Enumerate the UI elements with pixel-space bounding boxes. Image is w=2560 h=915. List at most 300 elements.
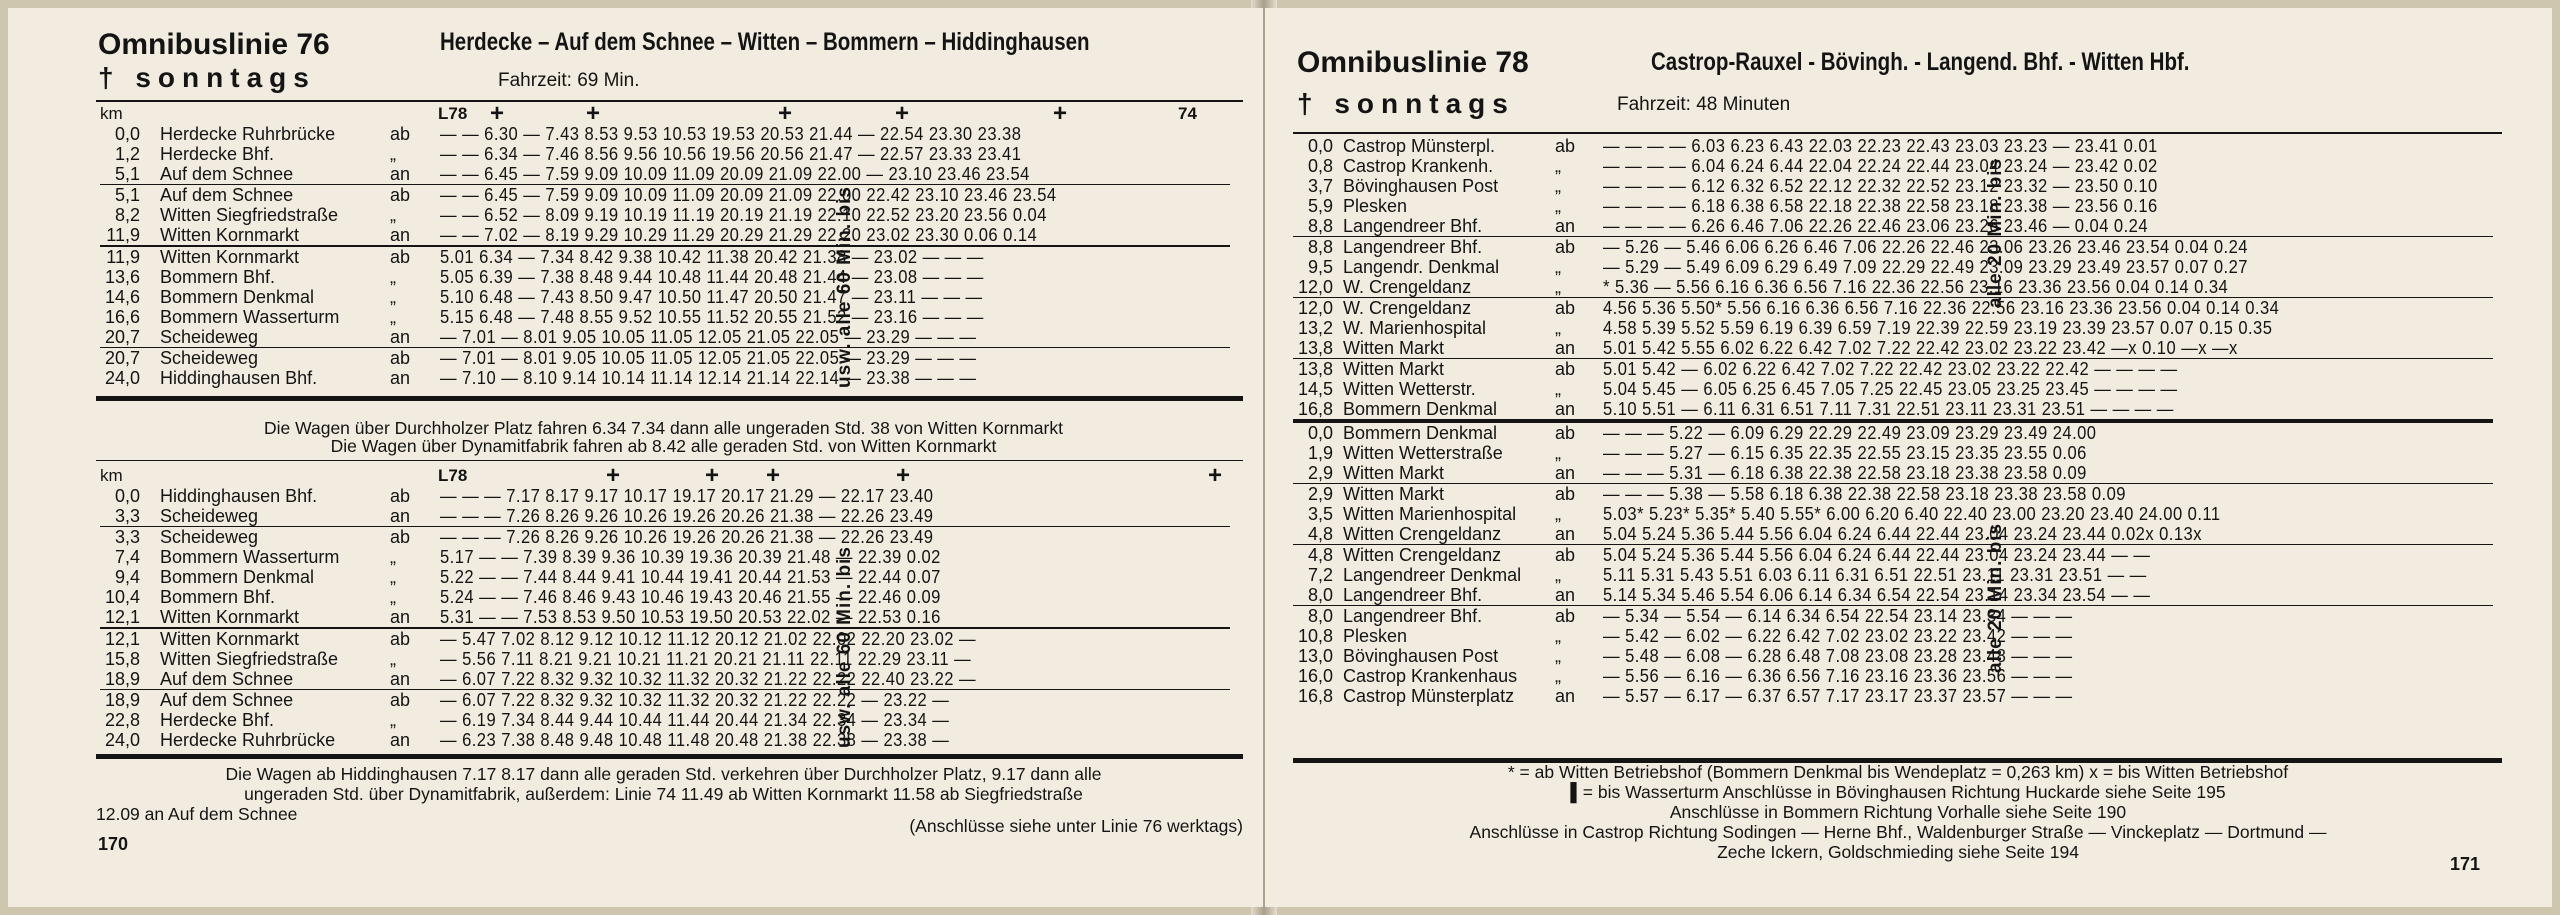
table-row <box>100 567 1230 587</box>
stop-cell: Witten Kornmarkt <box>160 247 300 267</box>
abfahrt-cell: ab <box>1555 423 1576 443</box>
km-cell: 11,9 <box>106 225 140 245</box>
table-row <box>100 245 1230 267</box>
left-route: Herdecke – Auf dem Schnee – Witten – Bommern – Hiddinghausen <box>440 28 1090 56</box>
times-cell: — 7.10 — 8.10 9.14 10.14 11.14 12.14 21.14 22.14 — 23.38 — — — <box>440 368 977 388</box>
stop-cell: Scheideweg <box>160 327 259 347</box>
times-cell: 5.05 6.39 — 7.38 8.48 9.44 10.48 11.44 20.48 21.44 — 23.08 — — — <box>440 267 984 287</box>
right-route: Castrop-Rauxel - Bövingh. - Langend. Bhf. - Witten Hbf. <box>1651 48 2190 76</box>
km-cell: 5,1 <box>114 164 140 184</box>
stop-cell: Castrop Münsterpl. <box>1343 136 1496 156</box>
times-cell: 5.17 — — 7.39 8.39 9.36 10.39 19.36 20.39 21.48 — 22.39 0.02 <box>440 547 941 567</box>
times-cell: 5.22 — — 7.44 8.44 9.41 10.44 19.41 20.44 21.53 — 22.44 0.07 <box>440 567 941 587</box>
stop-cell: Herdecke Bhf. <box>160 144 275 164</box>
legend-line: * = ab Witten Betriebshof (Bommern Denkmal bis Wendeplatz = 0,263 km) x = bis Witten Betriebshof <box>1507 762 2289 782</box>
abfahrt-cell: „ <box>1555 176 1561 196</box>
table-row <box>100 486 1230 506</box>
stop-cell: Witten Siegfriedstraße <box>160 649 339 669</box>
km-cell: 16,0 <box>1297 666 1333 686</box>
times-cell: — — — — 6.26 6.46 7.06 22.26 22.46 23.06 23.26 23.46 — 0.04 0.24 <box>1603 216 2149 236</box>
abfahrt-cell: „ <box>390 205 396 225</box>
table-row <box>100 547 1230 567</box>
times-cell: — 5.34 — 5.54 — 6.14 6.34 6.54 22.54 23.14 23.34 — — — <box>1603 606 2073 626</box>
stop-cell: Bommern Bhf. <box>160 587 276 607</box>
table-row <box>1293 399 2493 419</box>
km-cell: 10,8 <box>1297 626 1333 646</box>
table-row <box>100 267 1230 287</box>
plus-marker: + <box>1208 462 1223 489</box>
table-row <box>1293 443 2493 463</box>
abfahrt-cell: ab <box>1555 136 1576 156</box>
abfahrt-cell: ab <box>390 527 411 547</box>
table-row <box>100 307 1230 327</box>
stop-cell: Scheideweg <box>160 506 259 526</box>
table-row <box>1293 338 2493 358</box>
stop-cell: Langendreer Denkmal <box>1343 565 1522 585</box>
stop-cell: Bommern Bhf. <box>160 267 276 287</box>
abfahrt-cell: „ <box>1555 443 1561 463</box>
times-cell: 5.15 6.48 — 7.48 8.55 9.52 10.55 11.52 20.55 21.52 — 23.16 — — — <box>440 307 984 327</box>
abfahrt-cell: „ <box>390 649 396 669</box>
stop-cell: Auf dem Schnee <box>160 690 294 710</box>
stop-cell: Bommern Denkmal <box>160 567 315 587</box>
stop-cell: Witten Kornmarkt <box>160 629 300 649</box>
times-cell: 4.58 5.39 5.52 5.59 6.19 6.39 6.59 7.19 22.39 22.59 23.19 23.39 23.57 0.07 0.15 0.35 <box>1603 318 2273 338</box>
km-cell: 8,8 <box>1307 237 1333 257</box>
table-row <box>100 347 1230 368</box>
stop-cell: Castrop Krankenhaus <box>1343 666 1518 686</box>
stop-cell: W. Marienhospital <box>1343 318 1487 338</box>
times-cell: 5.04 5.24 5.36 5.44 5.56 6.04 6.24 6.44 22.44 23.04 23.24 23.44 — — <box>1603 545 2151 565</box>
table-row <box>1293 463 2493 483</box>
km-cell: 24,0 <box>104 368 140 388</box>
abfahrt-cell: „ <box>1555 666 1561 686</box>
table-row <box>1293 626 2493 646</box>
abfahrt-cell: ab <box>1555 298 1576 318</box>
table-row <box>100 730 1230 750</box>
abfahrt-cell: ab <box>390 690 411 710</box>
table-row <box>1293 379 2493 399</box>
km-cell: 20,7 <box>104 348 140 368</box>
km-cell: 1,9 <box>1307 443 1333 463</box>
km-cell: 12,0 <box>1297 298 1333 318</box>
abfahrt-cell: an <box>1555 524 1576 544</box>
times-cell: 5.01 5.42 — 6.02 6.22 6.42 7.02 7.22 22.42 23.02 23.22 22.42 — — — — <box>1603 359 2178 379</box>
times-cell: — — 7.02 — 8.19 9.29 10.29 11.29 20.29 21.29 22.20 23.02 23.30 0.06 0.14 <box>440 225 1038 245</box>
times-cell: — — — 5.31 — 6.18 6.38 22.38 22.58 23.18 23.38 23.58 0.09 <box>1603 463 2087 483</box>
cross-icon: † <box>98 62 121 93</box>
left-table-2 <box>100 486 1230 750</box>
abfahrt-cell: „ <box>390 547 396 567</box>
table-row <box>100 689 1230 710</box>
stop-cell: Witten Crengeldanz <box>1343 524 1502 544</box>
abfahrt-cell: ab <box>1555 359 1576 379</box>
times-cell: — 6.19 7.34 8.44 9.44 10.44 11.44 20.44 21.34 22.34 — 23.34 — <box>440 710 950 730</box>
stop-cell: Castrop Krankenh. <box>1343 156 1494 176</box>
km-cell: 5,1 <box>114 185 140 205</box>
times-cell: — — — — 6.04 6.24 6.44 22.04 22.24 22.44 23.04 23.24 — 23.42 0.02 <box>1603 156 2158 176</box>
stop-cell: Plesken <box>1343 626 1408 646</box>
plus-marker: + <box>1053 100 1068 127</box>
abfahrt-cell: an <box>390 164 411 184</box>
stop-cell: Hiddinghausen Bhf. <box>160 486 318 506</box>
times-cell: 5.01 5.42 5.55 6.02 6.22 6.42 7.02 7.22 22.42 23.02 23.22 23.42 —x 0.10 —x —x <box>1603 338 2238 358</box>
abfahrt-cell: „ <box>1555 565 1561 585</box>
km-cell: 0,0 <box>1307 136 1333 156</box>
km-cell: 8,0 <box>1307 585 1333 605</box>
km-cell: 3,5 <box>1307 504 1333 524</box>
table-row <box>1293 257 2493 277</box>
km-cell: 12,0 <box>1297 277 1333 297</box>
times-cell: 5.24 — — 7.46 8.46 9.43 10.46 19.43 20.46 21.55 — 22.46 0.09 <box>440 587 941 607</box>
plus-marker: + <box>705 462 720 489</box>
divider <box>96 460 1243 461</box>
times-cell: — — 6.52 — 8.09 9.19 10.19 11.19 20.19 21.19 22.10 22.52 23.20 23.56 0.04 <box>440 205 1047 225</box>
km-cell: 12,1 <box>104 629 140 649</box>
table-row <box>1293 136 2493 156</box>
table-row <box>1293 277 2493 297</box>
stop-cell: Scheideweg <box>160 527 259 547</box>
abfahrt-cell: an <box>390 730 411 750</box>
table-row <box>100 368 1230 388</box>
abfahrt-cell: an <box>1555 399 1576 419</box>
times-cell: — — 6.30 — 7.43 8.53 9.53 10.53 19.53 20.53 21.44 — 22.54 23.30 23.38 <box>440 124 1022 144</box>
stop-cell: Witten Crengeldanz <box>1343 545 1502 565</box>
stop-cell: Witten Markt <box>1343 484 1445 504</box>
stop-cell: W. Crengeldanz <box>1343 298 1472 318</box>
abfahrt-cell: an <box>1555 216 1576 236</box>
stop-cell: Witten Wetterstr. <box>1343 379 1476 399</box>
stop-cell: Witten Wetterstraße <box>1343 443 1503 463</box>
abfahrt-cell: ab <box>1555 545 1576 565</box>
km-cell: 13,6 <box>104 267 140 287</box>
km-cell: 24,0 <box>104 730 140 750</box>
times-cell: — 7.01 — 8.01 9.05 10.05 11.05 12.05 21.05 22.05 — 23.29 — — — <box>440 327 977 347</box>
right-day-line <box>1297 88 1515 120</box>
abfahrt-cell: ab <box>1555 484 1576 504</box>
table-row <box>100 627 1230 649</box>
abfahrt-cell: ab <box>390 247 411 267</box>
l78-header: L78 <box>438 466 468 485</box>
stop-cell: Witten Markt <box>1343 463 1445 483</box>
times-cell: — — — — 6.18 6.38 6.58 22.18 22.38 22.58 23.18 23.38 — 23.56 0.16 <box>1603 196 2158 216</box>
footnote: 12.09 an Auf dem Schnee <box>96 804 298 824</box>
times-cell: 5.31 — — 7.53 8.53 9.50 10.53 19.50 20.53 22.02 — 22.53 0.16 <box>440 607 941 627</box>
km-cell: 18,9 <box>104 669 140 689</box>
abfahrt-cell: „ <box>1555 318 1561 338</box>
table-row <box>100 184 1230 205</box>
km-cell: 3,7 <box>1307 176 1333 196</box>
km-cell: 11,9 <box>106 247 140 267</box>
stop-cell: Bommern Wasserturm <box>160 307 340 327</box>
times-cell: — 5.47 7.02 8.12 9.12 10.12 11.12 20.12 21.02 22.02 22.20 23.02 — <box>440 629 977 649</box>
km-cell: 0,0 <box>114 124 140 144</box>
abfahrt-cell: „ <box>1555 196 1561 216</box>
km-cell: 16,8 <box>1297 399 1333 419</box>
times-cell: — — — — 6.03 6.23 6.43 22.03 22.23 22.43 23.03 23.23 — 23.41 0.01 <box>1603 136 2158 156</box>
stop-cell: Witten Kornmarkt <box>160 607 300 627</box>
times-cell: — 5.26 — 5.46 6.06 6.26 6.46 7.06 22.26 22.46 23.06 23.26 23.46 23.54 0.04 0.24 <box>1603 237 2248 257</box>
times-cell: — — — 5.38 — 5.58 6.18 6.38 22.38 22.58 23.18 23.38 23.58 0.09 <box>1603 484 2126 504</box>
plus-marker: + <box>895 100 910 127</box>
abfahrt-cell: „ <box>1555 277 1561 297</box>
times-cell: — — 6.34 — 7.46 8.56 9.56 10.56 19.56 20.56 21.47 — 22.57 23.33 23.41 <box>440 144 1022 164</box>
abfahrt-cell: „ <box>1555 646 1561 666</box>
times-cell: — 5.48 — 6.08 — 6.28 6.48 7.08 23.08 23.28 23.48 — — — <box>1603 646 2073 666</box>
abfahrt-cell: an <box>1555 338 1576 358</box>
times-cell: — 6.07 7.22 8.32 9.32 10.32 11.32 20.32 21.22 22.22 22.40 23.22 — <box>440 669 977 689</box>
times-cell: — 5.56 7.11 8.21 9.21 10.21 11.21 20.21 21.11 22.11 22.29 23.11 — <box>440 649 972 669</box>
stop-cell: Witten Kornmarkt <box>160 225 300 245</box>
stop-cell: Langendreer Bhf. <box>1343 585 1483 605</box>
abfahrt-cell: an <box>390 506 411 526</box>
table-row <box>100 164 1230 184</box>
abfahrt-cell: ab <box>390 124 411 144</box>
times-cell: — — 6.45 — 7.59 9.09 10.09 11.09 20.09 21.09 22.00 — 23.10 23.46 23.54 <box>440 164 1030 184</box>
stop-cell: Bövinghausen Post <box>1343 176 1499 196</box>
left-page <box>8 8 1263 907</box>
km-cell: 8,2 <box>114 205 140 225</box>
times-cell: — — — 7.26 8.26 9.26 10.26 19.26 20.26 21.38 — 22.26 23.49 <box>440 506 934 526</box>
plus-marker: + <box>778 100 793 127</box>
km-cell: 7,4 <box>114 547 140 567</box>
km-cell: 15,8 <box>104 649 140 669</box>
km-cell: 4,8 <box>1307 545 1333 565</box>
abfahrt-cell: an <box>390 607 411 627</box>
km-cell: 2,9 <box>1307 484 1333 504</box>
abfahrt-cell: „ <box>1555 504 1561 524</box>
stop-cell: Witten Markt <box>1343 338 1445 358</box>
left-day-line <box>98 62 316 94</box>
abfahrt-cell: „ <box>1555 156 1561 176</box>
km-cell: 10,4 <box>104 587 140 607</box>
table-row <box>1293 565 2493 585</box>
abfahrt-cell: an <box>390 327 411 347</box>
right-table <box>1293 136 2493 706</box>
right-page <box>1265 8 2552 907</box>
abfahrt-cell: „ <box>1555 626 1561 646</box>
abfahrt-cell: „ <box>390 267 396 287</box>
mid-note: Die Wagen über Dynamitfabrik fahren ab 8.42 alle geraden Std. von Witten Kornmarkt <box>330 436 997 456</box>
km-cell: 18,9 <box>104 690 140 710</box>
table-row <box>1293 646 2493 666</box>
km-cell: 5,9 <box>1307 196 1333 216</box>
abfahrt-cell: an <box>1555 686 1576 706</box>
abfahrt-cell: ab <box>390 348 411 368</box>
stop-cell: Langendr. Denkmal <box>1343 257 1500 277</box>
table-row <box>100 225 1230 245</box>
stop-cell: Witten Markt <box>1343 359 1445 379</box>
footnote: ungeraden Std. über Dynamitfabrik, außerdem: Linie 74 11.49 ab Witten Kornmarkt 11.58 ab Siegfriedstraße <box>244 784 1083 804</box>
table-row <box>100 205 1230 225</box>
times-cell: — 6.07 7.22 8.32 9.32 10.32 11.32 20.32 21.22 22.22 — 23.22 — <box>440 690 950 710</box>
abfahrt-cell: ab <box>1555 237 1576 257</box>
times-cell: — 5.42 — 6.02 — 6.22 6.42 7.02 23.02 23.22 23.42 — — — <box>1603 626 2073 646</box>
stop-cell: Auf dem Schnee <box>160 669 294 689</box>
page-number: 170 <box>98 834 129 854</box>
stop-cell: W. Crengeldanz <box>1343 277 1472 297</box>
abfahrt-cell: an <box>1555 585 1576 605</box>
table-row <box>100 526 1230 547</box>
times-cell: * 5.36 — 5.56 6.16 6.36 6.56 7.16 22.36 22.56 23.16 23.36 23.56 0.04 0.14 0.34 <box>1603 277 2229 297</box>
abfahrt-cell: „ <box>1555 379 1561 399</box>
table-row <box>100 144 1230 164</box>
km-cell: 13,2 <box>1297 318 1333 338</box>
l78-header: L78 <box>438 104 468 123</box>
table-row <box>100 669 1230 689</box>
stop-cell: Langendreer Bhf. <box>1343 237 1483 257</box>
times-cell: 5.04 5.45 — 6.05 6.25 6.45 7.05 7.25 22.45 23.05 23.25 23.45 — — — — <box>1603 379 2178 399</box>
stop-cell: Langendreer Bhf. <box>1343 606 1483 626</box>
km-cell: 14,6 <box>104 287 140 307</box>
stop-cell: Herdecke Ruhrbrücke <box>160 124 336 144</box>
left-table-1 <box>100 124 1230 388</box>
km-cell: 13,8 <box>1297 359 1333 379</box>
table-row <box>1293 504 2493 524</box>
times-cell: 5.04 5.24 5.36 5.44 5.56 6.04 6.24 6.44 22.44 23.04 23.24 23.44 0.02x 0.13x <box>1603 524 2202 544</box>
right-fahrzeit: Fahrzeit: 48 Minuten <box>1617 94 1791 115</box>
abfahrt-cell: an <box>1555 463 1576 483</box>
km-cell: 8,8 <box>1307 216 1333 236</box>
km-cell: 2,9 <box>1307 463 1333 483</box>
table-row <box>1293 216 2493 236</box>
km-cell: 0,0 <box>1307 423 1333 443</box>
times-cell: 5.03* 5.23* 5.35* 5.40 5.55* 6.00 6.20 6.40 22.40 23.00 23.20 23.40 24.00 0.11 <box>1603 504 2221 524</box>
km-cell: 0,0 <box>114 486 140 506</box>
times-cell: 5.10 6.48 — 7.43 8.50 9.47 10.50 11.47 20.50 21.47 — 23.11 — — — <box>440 287 983 307</box>
times-cell: — 7.01 — 8.01 9.05 10.05 11.05 12.05 21.05 22.05 — 23.29 — — — <box>440 348 977 368</box>
table-row <box>100 649 1230 669</box>
abfahrt-cell: „ <box>390 567 396 587</box>
table-row <box>1293 176 2493 196</box>
stop-cell: Plesken <box>1343 196 1408 216</box>
abfahrt-cell: ab <box>390 486 411 506</box>
page-number: 171 <box>2450 854 2481 874</box>
table-row <box>1293 483 2493 504</box>
table-row <box>100 607 1230 627</box>
km-cell: 16,6 <box>104 307 140 327</box>
col74-header: 74 <box>1178 104 1197 123</box>
cross-icon: † <box>1297 88 1320 119</box>
km-cell: 9,5 <box>1307 257 1333 277</box>
abfahrt-cell: ab <box>1555 606 1576 626</box>
table-row <box>100 327 1230 347</box>
times-cell: — — — 7.26 8.26 9.26 10.26 19.26 20.26 21.38 — 22.26 23.49 <box>440 527 934 547</box>
table-row <box>100 506 1230 526</box>
table-row <box>1293 605 2493 626</box>
km-cell: 13,0 <box>1297 646 1333 666</box>
abfahrt-cell: „ <box>390 710 396 730</box>
plus-marker: + <box>766 462 781 489</box>
times-cell: — — 6.45 — 7.59 9.09 10.09 11.09 20.09 21.09 22.00 22.42 23.10 23.46 23.54 <box>440 185 1057 205</box>
table-row <box>1293 196 2493 216</box>
right-line-title: Omnibuslinie 78 <box>1297 46 1529 79</box>
times-cell: 5.14 5.34 5.46 5.54 6.06 6.14 6.34 6.54 22.54 23.14 23.34 23.54 — — <box>1603 585 2151 605</box>
times-cell: — 5.56 — 6.16 — 6.36 6.56 7.16 23.16 23.36 23.56 — — — <box>1603 666 2073 686</box>
abfahrt-cell: „ <box>390 307 396 327</box>
km-cell: 0,8 <box>1307 156 1333 176</box>
interval-label: alle 20 Min. bis <box>1985 157 2006 308</box>
times-cell: 5.11 5.31 5.43 5.51 6.03 6.11 6.31 6.51 22.51 23.11 23.31 23.51 — — <box>1603 565 2147 585</box>
km-cell: 8,0 <box>1307 606 1333 626</box>
times-cell: 4.56 5.36 5.50* 5.56 6.16 6.36 6.56 7.16 22.36 22.56 23.16 23.36 23.56 0.04 0.14 0.34 <box>1603 298 2280 318</box>
times-cell: — — — 5.27 — 6.15 6.35 22.35 22.55 23.15 23.35 23.55 0.06 <box>1603 443 2087 463</box>
table-row <box>1293 156 2493 176</box>
times-cell: — — — — 6.12 6.32 6.52 22.12 22.32 22.52 23.12 23.32 — 23.50 0.10 <box>1603 176 2158 196</box>
km-cell: 22,8 <box>104 710 140 730</box>
km-cell: 12,1 <box>104 607 140 627</box>
table-row <box>100 124 1230 144</box>
table-row <box>1293 585 2493 605</box>
table-row <box>1293 524 2493 544</box>
interval-label: alle 20 Min. bis <box>1985 522 2006 673</box>
footnote: Die Wagen ab Hiddinghausen 7.17 8.17 dann alle geraden Std. verkehren über Durchholzer Platz, 9.17 dann alle <box>225 764 1102 784</box>
stop-cell: Auf dem Schnee <box>160 164 294 184</box>
table-row <box>100 287 1230 307</box>
table-row <box>1293 318 2493 338</box>
km-cell: 1,2 <box>114 144 140 164</box>
abfahrt-cell: an <box>390 368 411 388</box>
left-fahrzeit: Fahrzeit: 69 Min. <box>498 70 640 91</box>
stop-cell: Hiddinghausen Bhf. <box>160 368 318 388</box>
table-row <box>1293 297 2493 318</box>
abfahrt-cell: an <box>390 669 411 689</box>
abfahrt-cell: ab <box>390 629 411 649</box>
km-cell: 3,3 <box>114 506 140 526</box>
abfahrt-cell: „ <box>390 587 396 607</box>
stop-cell: Bövinghausen Post <box>1343 646 1499 666</box>
plus-marker: + <box>606 462 621 489</box>
km-cell: 20,7 <box>104 327 140 347</box>
legend-line: ▌= bis Wasserturm Anschlüsse in Bövinghausen Richtung Huckarde siehe Seite 195 <box>1570 782 2226 802</box>
km-cell: 16,8 <box>1297 686 1333 706</box>
stop-cell: Bommern Denkmal <box>1343 423 1498 443</box>
times-cell: 5.10 5.51 — 6.11 6.31 6.51 7.11 7.31 22.51 23.11 23.31 23.51 — — — — <box>1603 399 2174 419</box>
legend-line: Zeche Ickern, Goldschmieding siehe Seite 194 <box>1717 842 2079 862</box>
interval-label: usw. alle 60 Min. bis <box>834 186 855 388</box>
stop-cell: Scheideweg <box>160 348 259 368</box>
mid-note: Die Wagen über Durchholzer Platz fahren 6.34 7.34 dann alle ungeraden Std. 38 von Witten Kornmarkt <box>264 418 1063 438</box>
stop-cell: Herdecke Ruhrbrücke <box>160 730 336 750</box>
abfahrt-cell: „ <box>390 287 396 307</box>
plus-marker: + <box>490 100 505 127</box>
stop-cell: Auf dem Schnee <box>160 185 294 205</box>
abfahrt-cell: „ <box>1555 257 1561 277</box>
km-cell: 3,3 <box>114 527 140 547</box>
times-cell: — 5.29 — 5.49 6.09 6.29 6.49 7.09 22.29 22.49 23.09 23.29 23.49 23.57 0.07 0.27 <box>1603 257 2248 277</box>
times-cell: — — — 7.17 8.17 9.17 10.17 19.17 20.17 21.29 — 22.17 23.40 <box>440 486 934 506</box>
km-cell: 13,8 <box>1297 338 1333 358</box>
abfahrt-cell: an <box>390 225 411 245</box>
legend-line: Anschlüsse in Bommern Richtung Vorhalle siehe Seite 190 <box>1669 802 2127 822</box>
km-header: km <box>100 104 123 123</box>
table-row <box>1293 358 2493 379</box>
interval-label: usw. alle 60 Min. bis <box>834 546 855 748</box>
stop-cell: Bommern Denkmal <box>1343 399 1498 419</box>
km-cell: 7,2 <box>1307 565 1333 585</box>
left-day: sonntags <box>135 62 316 93</box>
km-header: km <box>100 466 123 485</box>
table-row <box>100 710 1230 730</box>
legend-line: Anschlüsse in Castrop Richtung Sodingen — Herne Bhf., Waldenburger Straße — Vinckeplatz — Dortmund — <box>1469 822 2327 842</box>
stop-cell: Castrop Münsterplatz <box>1343 686 1515 706</box>
table-row <box>1293 419 2493 443</box>
divider <box>1293 132 2502 134</box>
times-cell: — 6.23 7.38 8.48 9.48 10.48 11.48 20.48 21.38 22.38 — 23.38 — <box>440 730 950 750</box>
table-row <box>1293 236 2493 257</box>
km-cell: 9,4 <box>114 567 140 587</box>
plus-marker: + <box>586 100 601 127</box>
